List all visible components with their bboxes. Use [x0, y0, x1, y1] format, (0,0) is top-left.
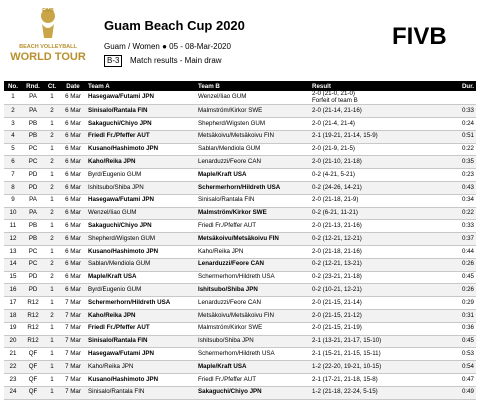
match-date: 6 Mar — [60, 156, 86, 169]
result: 2-0 (21-15, 21-19) — [310, 322, 444, 335]
match-number: 18 — [4, 309, 22, 322]
round: R12 — [22, 335, 44, 348]
team-a: Kaho/Reika JPN — [86, 309, 196, 322]
match-date: 6 Mar — [60, 91, 86, 105]
duration: 0:34 — [444, 194, 476, 207]
court: 1 — [44, 91, 60, 105]
table-row — [4, 130, 476, 143]
round: R12 — [22, 322, 44, 335]
duration: 0:31 — [444, 309, 476, 322]
document-code: B-3 — [104, 55, 122, 67]
table-row — [4, 386, 476, 399]
duration — [444, 91, 476, 105]
result: 1-2 (22-20, 19-21, 10-15) — [310, 361, 444, 374]
result: 2-0 (21-10, 21-18) — [310, 156, 444, 169]
team-b: Schermerhorn/Hildreth USA — [196, 271, 310, 284]
match-date: 7 Mar — [60, 386, 86, 399]
column-header: Result — [310, 81, 444, 91]
round: QF — [22, 373, 44, 386]
round: PC — [22, 245, 44, 258]
team-a: Kusano/Hashimoto JPN — [86, 245, 196, 258]
court: 1 — [44, 373, 60, 386]
fivb-logo — [392, 22, 474, 48]
team-b: Kaho/Reika JPN — [196, 245, 310, 258]
column-header: Dur. — [444, 81, 476, 91]
match-number: 23 — [4, 373, 22, 386]
table-row — [4, 258, 476, 271]
report-header — [0, 0, 480, 78]
round: QF — [22, 361, 44, 374]
team-b: Ishitsubo/Shiba JPN — [196, 335, 310, 348]
team-a: Friedl Fr./Pfeffer AUT — [86, 130, 196, 143]
court: 2 — [44, 156, 60, 169]
round: PB — [22, 233, 44, 246]
result: 2-0 (21-18, 21-16) — [310, 245, 444, 258]
table-row — [4, 297, 476, 310]
duration: 0:43 — [444, 181, 476, 194]
match-date: 7 Mar — [60, 297, 86, 310]
match-date: 7 Mar — [60, 361, 86, 374]
court: 1 — [44, 297, 60, 310]
team-b: Friedl Fr./Pfeffer AUT — [196, 220, 310, 233]
match-number: 11 — [4, 220, 22, 233]
result: 0-2 (4-21, 5-21) — [310, 169, 444, 182]
result: 2-0 (21-4, 21-4) — [310, 117, 444, 130]
result: 2-0 (21-18, 21-9) — [310, 194, 444, 207]
result — [310, 91, 444, 105]
match-number: 13 — [4, 245, 22, 258]
round: PB — [22, 130, 44, 143]
table-header-row — [4, 81, 476, 91]
duration: 0:23 — [444, 169, 476, 182]
match-date: 6 Mar — [60, 258, 86, 271]
table-row — [4, 348, 476, 361]
match-number: 22 — [4, 361, 22, 374]
duration: 0:51 — [444, 130, 476, 143]
team-b: Friedl Fr./Pfeffer AUT — [196, 373, 310, 386]
court: 1 — [44, 361, 60, 374]
round: PD — [22, 181, 44, 194]
court: 2 — [44, 309, 60, 322]
result-note: Forfeit of team B — [312, 96, 358, 104]
court: 2 — [44, 105, 60, 118]
match-date: 6 Mar — [60, 143, 86, 156]
table-row — [4, 117, 476, 130]
table-row — [4, 322, 476, 335]
team-b: Wenzel/Iiao GUM — [196, 91, 310, 105]
match-date: 6 Mar — [60, 105, 86, 118]
match-date: 7 Mar — [60, 335, 86, 348]
court: 1 — [44, 245, 60, 258]
duration: 0:36 — [444, 322, 476, 335]
match-number: 17 — [4, 297, 22, 310]
round: PA — [22, 91, 44, 105]
column-header: Date — [60, 81, 86, 91]
result: 0-2 (6-21, 11-21) — [310, 207, 444, 220]
match-number: 1 — [4, 91, 22, 105]
team-a: Maple/Kraft USA — [86, 271, 196, 284]
court: 1 — [44, 322, 60, 335]
court: 2 — [44, 207, 60, 220]
column-header: Team B — [196, 81, 310, 91]
match-number: 14 — [4, 258, 22, 271]
svg-text:WORLD TOUR: WORLD TOUR — [10, 51, 86, 63]
result: 0-2 (12-21, 13-21) — [310, 258, 444, 271]
result: 2-1 (15-21, 21-15, 15-11) — [310, 348, 444, 361]
round: PC — [22, 258, 44, 271]
match-date: 7 Mar — [60, 309, 86, 322]
match-number: 19 — [4, 322, 22, 335]
match-number: 7 — [4, 169, 22, 182]
team-a: Sakaguchi/Chiyo JPN — [86, 220, 196, 233]
table-row — [4, 335, 476, 348]
round: PA — [22, 207, 44, 220]
team-b: Lenarduzzi/Feore CAN — [196, 297, 310, 310]
table-row — [4, 233, 476, 246]
column-header: Rnd. — [22, 81, 44, 91]
match-number: 21 — [4, 348, 22, 361]
duration: 0:22 — [444, 143, 476, 156]
match-number: 15 — [4, 271, 22, 284]
document-title: Match results - Main draw — [130, 56, 222, 65]
match-date: 6 Mar — [60, 271, 86, 284]
team-a: Hasegawa/Futami JPN — [86, 348, 196, 361]
match-date: 6 Mar — [60, 284, 86, 297]
duration: 0:24 — [444, 117, 476, 130]
duration: 0:26 — [444, 258, 476, 271]
team-a: Shepherd/Wigsten GUM — [86, 233, 196, 246]
round: QF — [22, 386, 44, 399]
beach-volleyball-world-tour-logo — [2, 4, 94, 68]
team-b: Metsäkoivu/Metsäkoivu FIN — [196, 130, 310, 143]
team-a: Kaho/Reika JPN — [86, 156, 196, 169]
event-title: Guam Beach Cup 2020 — [104, 18, 245, 33]
round: PB — [22, 117, 44, 130]
team-b: Sakaguchi/Chiyo JPN — [196, 386, 310, 399]
round: PA — [22, 194, 44, 207]
table-row — [4, 156, 476, 169]
duration: 0:33 — [444, 220, 476, 233]
team-a: Kusano/Hashimoto JPN — [86, 143, 196, 156]
duration: 0:44 — [444, 245, 476, 258]
duration: 0:22 — [444, 207, 476, 220]
team-b: Lenarduzzi/Feore CAN — [196, 258, 310, 271]
match-date: 6 Mar — [60, 130, 86, 143]
result: 2-1 (17-21, 21-18, 15-8) — [310, 373, 444, 386]
table-body — [4, 91, 476, 399]
team-a: Sakaguchi/Chiyo JPN — [86, 117, 196, 130]
match-date: 6 Mar — [60, 233, 86, 246]
round: PB — [22, 220, 44, 233]
match-number: 4 — [4, 130, 22, 143]
match-results-table — [4, 81, 476, 400]
svg-text:FIVB: FIVB — [392, 23, 447, 48]
court: 1 — [44, 335, 60, 348]
match-number: 12 — [4, 233, 22, 246]
event-subtitle: Guam / Women ● 05 - 08-Mar-2020 — [104, 42, 231, 51]
match-date: 6 Mar — [60, 194, 86, 207]
duration: 0:26 — [444, 284, 476, 297]
match-number: 9 — [4, 194, 22, 207]
court: 1 — [44, 284, 60, 297]
round: PA — [22, 105, 44, 118]
round: R12 — [22, 309, 44, 322]
result: 0-2 (23-21, 21-18) — [310, 271, 444, 284]
match-date: 7 Mar — [60, 322, 86, 335]
result: 2-1 (13-21, 21-17, 15-10) — [310, 335, 444, 348]
round: PC — [22, 156, 44, 169]
table-row — [4, 271, 476, 284]
team-b: Shepherd/Wigsten GUM — [196, 117, 310, 130]
result: 2-0 (21-15, 21-14) — [310, 297, 444, 310]
team-b: Metsäkoivu/Metsäkoivu FIN — [196, 233, 310, 246]
team-a: Sablan/Mendiola GUM — [86, 258, 196, 271]
duration: 0:49 — [444, 386, 476, 399]
team-b: Sablan/Mendiola GUM — [196, 143, 310, 156]
match-number: 2 — [4, 105, 22, 118]
match-number: 24 — [4, 386, 22, 399]
table-row — [4, 105, 476, 118]
duration: 0:29 — [444, 297, 476, 310]
table-row — [4, 181, 476, 194]
match-number: 16 — [4, 284, 22, 297]
svg-text:FIVB: FIVB — [42, 8, 54, 14]
team-a: Sinisalo/Rantala FIN — [86, 386, 196, 399]
round: PD — [22, 271, 44, 284]
team-a: Byrd/Eugenio GUM — [86, 169, 196, 182]
duration: 0:53 — [444, 348, 476, 361]
court: 1 — [44, 194, 60, 207]
team-b: Ishitsubo/Shiba JPN — [196, 284, 310, 297]
team-a: Ishitsubo/Shiba JPN — [86, 181, 196, 194]
team-a: Hasegawa/Futami JPN — [86, 194, 196, 207]
team-a: Hasegawa/Futami JPN — [86, 91, 196, 105]
match-date: 6 Mar — [60, 117, 86, 130]
round: QF — [22, 348, 44, 361]
result: 2-0 (21-14, 21-16) — [310, 105, 444, 118]
result-score: 2-0 (21-0, 21-0) — [312, 91, 355, 97]
team-a: Friedl Fr./Pfeffer AUT — [86, 322, 196, 335]
court: 2 — [44, 130, 60, 143]
match-number: 5 — [4, 143, 22, 156]
match-date: 7 Mar — [60, 373, 86, 386]
table-row — [4, 194, 476, 207]
team-b: Metsäkoivu/Metsäkoivu FIN — [196, 309, 310, 322]
table-row — [4, 309, 476, 322]
match-number: 8 — [4, 181, 22, 194]
duration: 0:45 — [444, 335, 476, 348]
result: 2-1 (19-21, 21-14, 15-9) — [310, 130, 444, 143]
result: 2-0 (21-13, 21-16) — [310, 220, 444, 233]
table-row — [4, 169, 476, 182]
match-number: 3 — [4, 117, 22, 130]
duration: 0:45 — [444, 271, 476, 284]
table-row — [4, 284, 476, 297]
duration: 0:33 — [444, 105, 476, 118]
team-a: Schermerhorn/Hildreth USA — [86, 297, 196, 310]
round: PC — [22, 143, 44, 156]
court: 1 — [44, 220, 60, 233]
court: 2 — [44, 271, 60, 284]
team-b: Lenarduzzi/Feore CAN — [196, 156, 310, 169]
table-row — [4, 91, 476, 105]
team-a: Kusano/Hashimoto JPN — [86, 373, 196, 386]
result: 2-0 (21-15, 21-12) — [310, 309, 444, 322]
team-b: Maple/Kraft USA — [196, 169, 310, 182]
duration: 0:54 — [444, 361, 476, 374]
table-row — [4, 207, 476, 220]
match-number: 6 — [4, 156, 22, 169]
svg-text:BEACH VOLLEYBALL: BEACH VOLLEYBALL — [19, 44, 77, 50]
team-a: Byrd/Eugenio GUM — [86, 284, 196, 297]
column-header: Ct. — [44, 81, 60, 91]
column-header: Team A — [86, 81, 196, 91]
match-date: 6 Mar — [60, 220, 86, 233]
court: 2 — [44, 233, 60, 246]
round: PD — [22, 169, 44, 182]
table-row — [4, 245, 476, 258]
team-a: Kaho/Reika JPN — [86, 361, 196, 374]
court: 2 — [44, 181, 60, 194]
team-b: Schermerhorn/Hildreth USA — [196, 181, 310, 194]
result: 0-2 (24-26, 14-21) — [310, 181, 444, 194]
result: 0-2 (10-21, 12-21) — [310, 284, 444, 297]
team-b: Malmström/Kirkor SWE — [196, 207, 310, 220]
team-b: Malmström/Kirkor SWE — [196, 322, 310, 335]
match-date: 6 Mar — [60, 207, 86, 220]
table-row — [4, 143, 476, 156]
match-number: 10 — [4, 207, 22, 220]
match-date: 6 Mar — [60, 181, 86, 194]
team-a: Sinisalo/Rantala FIN — [86, 105, 196, 118]
match-date: 7 Mar — [60, 348, 86, 361]
court: 1 — [44, 117, 60, 130]
court: 1 — [44, 348, 60, 361]
round: PD — [22, 284, 44, 297]
court: 1 — [44, 143, 60, 156]
duration: 0:35 — [444, 156, 476, 169]
team-b: Sinisalo/Rantala FIN — [196, 194, 310, 207]
duration: 0:37 — [444, 233, 476, 246]
team-a: Sinisalo/Rantala FIN — [86, 335, 196, 348]
column-header: No. — [4, 81, 22, 91]
result: 2-0 (21-9, 21-5) — [310, 143, 444, 156]
team-b: Schermerhorn/Hildreth USA — [196, 348, 310, 361]
table-row — [4, 361, 476, 374]
team-b: Malmström/Kirkor SWE — [196, 105, 310, 118]
team-a: Wenzel/Iiao GUM — [86, 207, 196, 220]
court: 2 — [44, 258, 60, 271]
result: 1-2 (21-18, 22-24, 5-15) — [310, 386, 444, 399]
table-row — [4, 220, 476, 233]
match-number: 20 — [4, 335, 22, 348]
result: 0-2 (12-21, 12-21) — [310, 233, 444, 246]
table-row — [4, 373, 476, 386]
court: 1 — [44, 386, 60, 399]
duration: 0:47 — [444, 373, 476, 386]
match-date: 6 Mar — [60, 169, 86, 182]
team-b: Maple/Kraft USA — [196, 361, 310, 374]
court: 1 — [44, 169, 60, 182]
match-date: 6 Mar — [60, 245, 86, 258]
round: R12 — [22, 297, 44, 310]
